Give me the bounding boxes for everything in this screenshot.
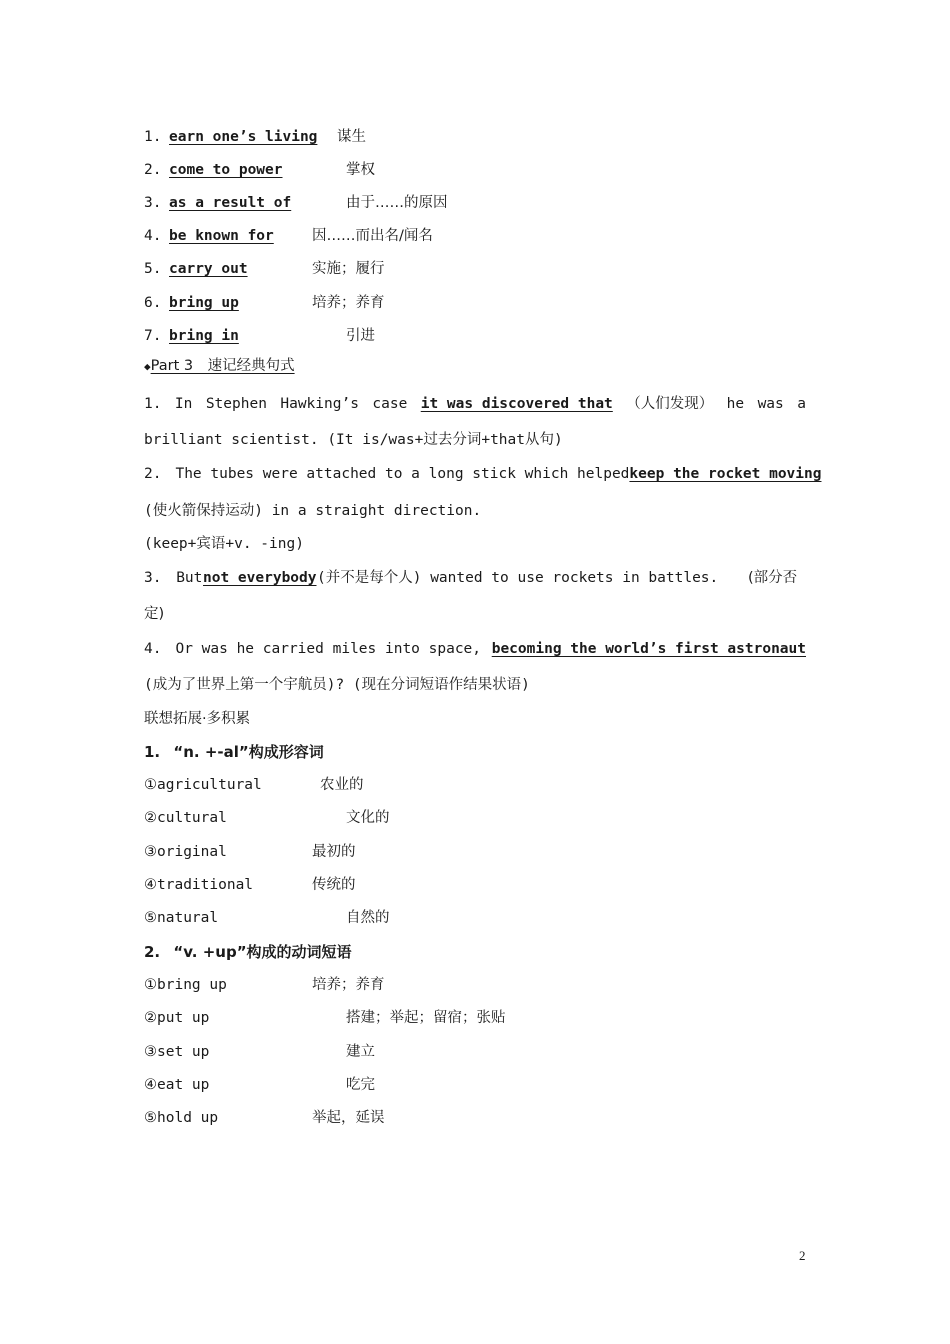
item-number: 1.: [144, 129, 162, 145]
circled-number: ③: [144, 1044, 157, 1060]
phrase-en: bring up: [169, 295, 239, 311]
list-item: [144, 1108, 385, 1128]
sentence-4-line-2: (成为了世界上第一个宇航员)? (现在分词短语作结果状语): [144, 677, 530, 693]
word-en: hold up: [157, 1110, 219, 1126]
circled-number: ④: [144, 1077, 157, 1093]
phrase-zh: 引进: [346, 328, 375, 344]
sentence-word: But: [176, 570, 203, 586]
part3-title: Part 3 速记经典句式: [150, 358, 295, 374]
word-zh: 文化的: [346, 810, 390, 826]
key-structure: keep the rocket moving: [629, 466, 822, 482]
phrase-zh: 谋生: [337, 129, 366, 145]
phrase-zh: 培养；养育: [312, 295, 385, 311]
word-en: bring up: [157, 977, 227, 993]
phrase-zh: 实施；履行: [312, 261, 385, 277]
list-item: [144, 775, 364, 795]
word-en: traditional: [157, 877, 254, 893]
item-number: 4.: [144, 228, 162, 244]
group-number: 2.: [144, 943, 161, 961]
circled-number: ④: [144, 877, 157, 893]
item-number: 5.: [144, 261, 162, 277]
phrase-item: [144, 127, 366, 147]
sentence-2-line-2: (使火箭保持运动) in a straight direction.: [144, 503, 482, 519]
word-zh: 传统的: [312, 877, 356, 893]
item-number: 2.: [144, 162, 162, 178]
word-zh: 吃完: [346, 1077, 375, 1093]
word-en: eat up: [157, 1077, 210, 1093]
phrase-en: as a result of: [169, 195, 292, 211]
sentence-number: 4.: [144, 641, 162, 657]
phrase-zh: 掌权: [346, 162, 375, 178]
word-zh: 自然的: [346, 910, 390, 926]
circled-number: ①: [144, 977, 157, 993]
phrase-item: [144, 160, 375, 180]
sentence-word: case: [372, 396, 408, 412]
part3-heading: [144, 356, 295, 377]
sentence-1-line-1: [144, 394, 806, 414]
word-en: natural: [157, 910, 219, 926]
item-number: 3.: [144, 195, 162, 211]
word-en: agricultural: [157, 777, 262, 793]
circled-number: ②: [144, 1010, 157, 1026]
sentence-word: Stephen: [205, 396, 267, 412]
sentence-number: 3.: [144, 570, 162, 586]
sentence-2-line-1: [144, 464, 822, 484]
word-zh: 农业的: [320, 777, 364, 793]
circled-number: ②: [144, 810, 157, 826]
list-item: [144, 1075, 375, 1095]
group-title-text: “n. +-al”构成形容词: [173, 743, 324, 761]
list-item: [144, 808, 390, 828]
sentence-number: 2.: [144, 466, 162, 482]
list-item: [144, 975, 385, 995]
circled-number: ①: [144, 777, 157, 793]
word-zh: 举起，延误: [312, 1110, 385, 1126]
phrase-item: [144, 193, 448, 213]
word-zh: 培养；养育: [312, 977, 385, 993]
group-title-text: “v. +up”构成的动词短语: [173, 943, 352, 961]
word-zh: 建立: [346, 1044, 375, 1060]
extension-title: 联想拓展·多积累: [144, 711, 251, 727]
phrase-en: be known for: [169, 228, 274, 244]
sentence-word: In: [174, 396, 193, 412]
word-en: cultural: [157, 810, 227, 826]
circled-number: ③: [144, 844, 157, 860]
key-structure: it was discovered that: [420, 396, 613, 412]
word-en: put up: [157, 1010, 210, 1026]
sentence-word: Hawking’s: [280, 396, 359, 412]
phrase-en: earn one’s living: [169, 129, 318, 145]
sentence-note: (部分否: [748, 570, 798, 586]
page-number: 2: [799, 1248, 806, 1263]
sentence-3-line-1: [144, 568, 798, 588]
phrase-item: [144, 293, 385, 313]
phrase-zh: 由于……的原因: [346, 195, 448, 211]
item-number: 6.: [144, 295, 162, 311]
phrase-en: come to power: [169, 162, 283, 178]
sentence-1-line-2: brilliant scientist. (It is/was+过去分词+that从句): [144, 432, 563, 448]
sentence-number: 1.: [144, 396, 162, 412]
list-item: [144, 1042, 375, 1062]
phrase-zh: 因……而出名/闻名: [312, 228, 433, 244]
phrase-item: [144, 226, 433, 246]
list-item: [144, 1008, 506, 1028]
phrase-item: [144, 259, 385, 279]
sentence-word: a: [797, 396, 806, 412]
list-item: [144, 908, 390, 928]
phrase-item: [144, 326, 375, 346]
sentence-translation: （人们发现）: [626, 396, 714, 412]
group-1-title: [144, 742, 324, 762]
sentence-text: The tubes were attached to a long stick which helped: [175, 466, 630, 482]
sentence-2-line-3: (keep+宾语+v. -ing): [144, 536, 304, 552]
word-en: set up: [157, 1044, 210, 1060]
diamond-bullet-icon: ◆: [144, 360, 151, 373]
key-structure: becoming the world’s first astronaut: [491, 641, 806, 657]
group-number: 1.: [144, 743, 161, 761]
phrase-en: carry out: [169, 261, 248, 277]
circled-number: ⑤: [144, 910, 157, 926]
word-zh: 搭建；举起；留宿；张贴: [346, 1010, 506, 1026]
sentence-word: he: [726, 396, 745, 412]
list-item: [144, 842, 356, 862]
circled-number: ⑤: [144, 1110, 157, 1126]
item-number: 7.: [144, 328, 162, 344]
list-item: [144, 875, 356, 895]
sentence-text: Or was he carried miles into space,: [175, 641, 482, 657]
phrase-en: bring in: [169, 328, 239, 344]
group-2-title: [144, 942, 352, 962]
word-en: original: [157, 844, 227, 860]
word-zh: 最初的: [312, 844, 356, 860]
sentence-text: (并不是每个人) wanted to use rockets in battles.: [317, 570, 719, 586]
sentence-word: was: [757, 396, 784, 412]
sentence-3-line-2: 定): [144, 606, 165, 622]
key-structure: not everybody: [203, 570, 317, 586]
sentence-4-line-1: [144, 639, 806, 659]
